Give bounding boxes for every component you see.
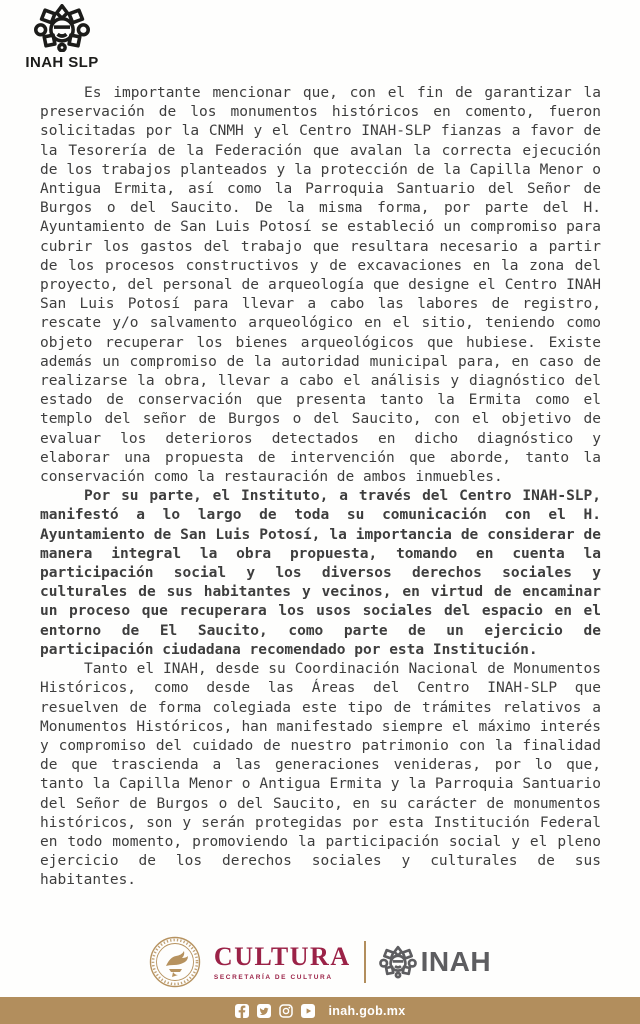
website-url: inah.gob.mx bbox=[328, 1003, 406, 1018]
footer-divider bbox=[364, 941, 366, 983]
cultura-subtitle: SECRETARÍA DE CULTURA bbox=[213, 973, 333, 981]
document-body bbox=[40, 84, 601, 891]
inah-slp-logo bbox=[14, 4, 110, 71]
inah-emblem-icon bbox=[33, 4, 91, 52]
cultura-logo bbox=[213, 941, 351, 981]
inah-wordmark: INAH bbox=[420, 946, 492, 977]
paragraph-3: Tanto el INAH, desde su Coordinación Nacional de Monumentos Históricos, como desde las Áreas del Centro INAH-SLP que resuelven de forma colegiada este tipo de trámites relativos a Monumentos Históricos, han manifestado siempre el máximo interés y compromiso del cuidado de nuestro patrimonio con la finalidad de que trascienda a las generaciones venideras, por lo que, tanto la Capilla Menor o Antigua Ermita y la Parroquia Santuario del Señor de Burgos o del Saucito, en su carácter de monumentos históricos, son y serán protegidas por esta Institución Federal en todo momento, promoviendo la participación social y el pleno ejercicio de los derechos sociales y culturales de sus habitantes. bbox=[40, 661, 601, 889]
facebook-icon bbox=[235, 1004, 249, 1018]
inah-logo bbox=[379, 945, 491, 979]
paragraph-1: Es importante mencionar que, con el fin de garantizar la preservación de los monumentos históricos en comento, fueron solicitadas por la CNMH y el Centro INAH-SLP fianzas a favor de la Tesorería de la Federación que avalan la correcta ejecución de los trabajos planteados y la protección de la Capilla Menor o Antigua Ermita, así como la Parroquia Santuario del Señor de Burgos o del Saucito. De la misma forma, por parte del H. Ayuntamiento de San Luis Potosí se estableció un compromiso para cubrir los gastos del trabajo que resultara necesario a partir de los procesos constructivos y de excavaciones en la zona del proyecto, del personal de arqueología que designe el Centro INAH San Luis Potosí para llevar a cabo las labores de registro, rescate y/o salvamento arqueológico en el sitio, teniendo como objeto recuperar los bienes arqueológicos que hubiese. Existe además un compromiso de la autoridad municipal para, en caso de realizarse la obra, llevar a cabo el análisis y diagnóstico del estado de conservación que presenta tanto la Ermita como el templo del señor de Burgos o del Saucito, con el objetivo de evaluar los deterioros detectados en dicho diagnóstico y elaborar una propuesta de intervención que aborde, tanto la conservación como la restauración de ambos inmuebles. bbox=[40, 85, 601, 486]
inah-emblem-icon bbox=[379, 945, 417, 979]
youtube-icon bbox=[301, 1004, 315, 1018]
mexico-eagle-seal-icon bbox=[149, 936, 201, 988]
footer-letterhead bbox=[0, 934, 640, 990]
cultura-wordmark: CULTURA bbox=[213, 941, 351, 971]
inah-slp-logo-label: INAH SLP bbox=[25, 54, 99, 71]
paragraph-2: Por su parte, el Instituto, a través del Centro INAH-SLP, manifestó a lo largo de toda su comunicación con el H. Ayuntamiento de San Luis Potosí, la importancia de considerar de manera integral la obra propuesta, tomando en cuenta la participación social y los diversos derechos sociales y culturales de sus habitantes y vecinos, en virtud de encaminar un proceso que recuperara los usos sociales del espacio en el entorno de El Saucito, como parte de un ejercicio de participación ciudadana recomendado por esta Institución. bbox=[40, 488, 601, 658]
footer-bar bbox=[0, 997, 640, 1024]
instagram-icon bbox=[279, 1004, 293, 1018]
twitter-icon bbox=[257, 1004, 271, 1018]
